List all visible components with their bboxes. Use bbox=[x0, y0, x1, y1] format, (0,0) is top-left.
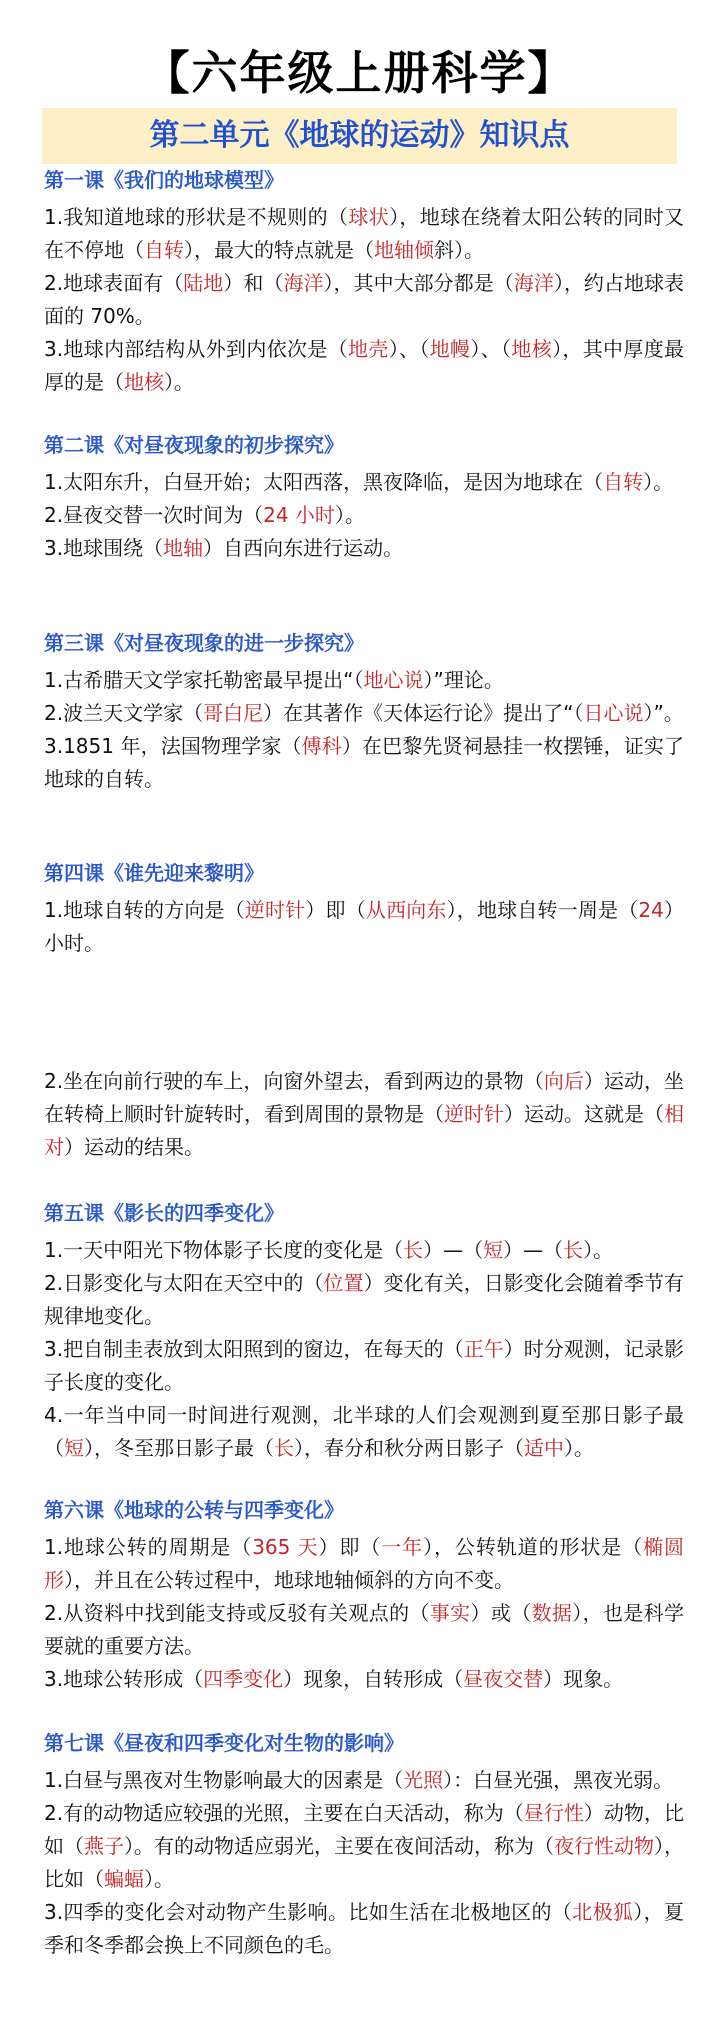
knowledge-point bbox=[44, 1531, 684, 1597]
knowledge-point bbox=[44, 664, 684, 697]
point-text: ）即（ bbox=[305, 898, 366, 922]
point-text: 1.太阳东升，白昼开始；太阳西落，黑夜降临，是因为地球在（ bbox=[44, 470, 604, 494]
point-text: ）现象。 bbox=[543, 1667, 624, 1691]
point-text: ）—（ bbox=[503, 1238, 564, 1262]
knowledge-point bbox=[44, 499, 684, 532]
point-text: 3.1851 年，法国物理学家（ bbox=[44, 734, 302, 758]
point-text: ）小时。 bbox=[44, 898, 685, 955]
lesson-section bbox=[44, 628, 684, 796]
point-text: 4.一年当中同一时间进行观测，北半球的人们会观测到夏至那日影子最（ bbox=[44, 1403, 684, 1460]
answer-text: 自转 bbox=[144, 238, 184, 262]
knowledge-point bbox=[44, 1065, 684, 1164]
point-text: ），也是科学要就的重要方法。 bbox=[44, 1601, 685, 1658]
lesson-section bbox=[44, 165, 684, 399]
point-text: ）时分观测，记录影子长度的变化。 bbox=[44, 1337, 684, 1394]
answer-text: 地轴 bbox=[163, 536, 204, 560]
lesson-items bbox=[44, 664, 684, 796]
point-text: 1.我知道地球的形状是不规则的（ bbox=[44, 205, 349, 229]
point-text: ）在巴黎先贤祠悬挂一枚摆锤，证实了地球的自转。 bbox=[44, 734, 685, 791]
point-text: 1.地球公转的周期是（ bbox=[44, 1535, 253, 1559]
lesson-items bbox=[44, 1531, 684, 1696]
answer-text: 逆时针 bbox=[244, 898, 306, 922]
knowledge-point bbox=[44, 1663, 684, 1696]
point-text: ）、（ bbox=[388, 337, 430, 361]
point-text: 1.一天中阳光下物体影子长度的变化是（ bbox=[44, 1238, 404, 1262]
answer-text: 傅科 bbox=[301, 734, 342, 758]
point-text: 3.地球内部结构从外到内依次是（ bbox=[44, 337, 349, 361]
point-text: ），最大的特点就是（ bbox=[184, 238, 374, 262]
point-text: 3.四季的变化会对动物产生影响。比如生活在北极地区的（ bbox=[44, 1900, 573, 1924]
point-text: ）运动，坐在转椅上顺时针旋转时，看到周围的景物是（ bbox=[44, 1069, 684, 1126]
answer-text: 短 bbox=[64, 1436, 84, 1460]
answer-text: 球状 bbox=[348, 205, 390, 229]
knowledge-point bbox=[44, 1234, 684, 1267]
answer-text: 相对 bbox=[44, 1102, 684, 1159]
lesson-section bbox=[44, 858, 684, 960]
lesson-section bbox=[44, 1495, 684, 1696]
answer-text: 光照 bbox=[403, 1768, 444, 1792]
lesson-items bbox=[44, 894, 684, 960]
lesson-items bbox=[44, 1234, 684, 1465]
answer-text: 北极狐 bbox=[572, 1900, 634, 1924]
knowledge-point bbox=[44, 1333, 684, 1399]
point-text: ）。 bbox=[144, 1867, 174, 1891]
point-text: ）动物，比如（ bbox=[44, 1801, 685, 1858]
point-text: ），夏季和冬季都会换上不同颜色的毛。 bbox=[44, 1900, 685, 1957]
point-text: 2.从资料中找到能支持或反驳有关观点的（ bbox=[44, 1601, 430, 1625]
answer-text: 一年 bbox=[381, 1535, 424, 1559]
answer-text: 事实 bbox=[429, 1601, 471, 1625]
answer-text: 地心说 bbox=[363, 668, 424, 692]
point-text: 2.坐在向前行驶的车上，向窗外望去，看到两边的景物（ bbox=[44, 1069, 544, 1093]
answer-text: 数据 bbox=[531, 1601, 573, 1625]
answer-text: 海洋 bbox=[513, 271, 554, 295]
answer-text: 短 bbox=[483, 1238, 504, 1262]
point-text: 2.有的动物适应较强的光照，主要在白天活动，称为（ bbox=[44, 1801, 524, 1825]
point-text: 2.地球表面有（ bbox=[44, 271, 184, 295]
point-text: ）。 bbox=[164, 370, 194, 394]
point-text: ）”。 bbox=[643, 701, 684, 725]
point-text: ）。 bbox=[643, 470, 674, 494]
lesson-items bbox=[44, 1764, 684, 1962]
unit-banner bbox=[42, 108, 677, 164]
point-text: 1.古希腊天文学家托勒密最早提出“（ bbox=[44, 668, 364, 692]
answer-text: 地轴倾 bbox=[374, 238, 434, 262]
answer-text: 位置 bbox=[323, 1271, 364, 1295]
point-text: ）自西向东进行运动。 bbox=[203, 536, 404, 560]
answer-text: 逆时针 bbox=[444, 1102, 504, 1126]
point-text: 2.昼夜交替一次时间为（ bbox=[44, 503, 264, 527]
knowledge-point bbox=[44, 201, 684, 267]
answer-text: 长 bbox=[403, 1238, 424, 1262]
point-text: 2.日影变化与太阳在天空中的（ bbox=[44, 1271, 324, 1295]
point-text: 1.白昼与黑夜对生物影响最大的因素是（ bbox=[44, 1768, 404, 1792]
knowledge-point bbox=[44, 697, 684, 730]
knowledge-point bbox=[44, 1399, 684, 1465]
knowledge-point bbox=[44, 1267, 684, 1333]
point-text: ）。 bbox=[583, 1238, 614, 1262]
lesson-items bbox=[44, 201, 684, 399]
lesson-title: 第七课《昼夜和四季变化对生物的影响》 bbox=[44, 1731, 404, 1755]
point-text: ）、（ bbox=[470, 337, 512, 361]
answer-text: 燕子 bbox=[84, 1834, 124, 1858]
answer-text: 自转 bbox=[603, 470, 644, 494]
answer-text: 地壳 bbox=[348, 337, 389, 361]
point-text: ）：白昼光强，黑夜光弱。 bbox=[443, 1768, 674, 1792]
lesson-items bbox=[44, 1065, 684, 1164]
point-text: 2.波兰天文学家（ bbox=[44, 701, 204, 725]
answer-text: 地核 bbox=[124, 370, 164, 394]
lesson-section bbox=[44, 1198, 684, 1465]
point-text: ）。 bbox=[334, 503, 365, 527]
point-text: ）变化有关，日影变化会随着季节有规律地变化。 bbox=[44, 1271, 685, 1328]
knowledge-point bbox=[44, 1597, 684, 1663]
knowledge-point bbox=[44, 1797, 684, 1896]
lesson-title: 第六课《地球的公转与四季变化》 bbox=[44, 1498, 344, 1522]
answer-text: 24 bbox=[638, 898, 664, 922]
knowledge-point bbox=[44, 894, 684, 960]
point-text: 3.把自制圭表放到太阳照到的窗边，在每天的（ bbox=[44, 1337, 464, 1361]
point-text: ）即（ bbox=[318, 1535, 382, 1559]
knowledge-point bbox=[44, 466, 684, 499]
knowledge-point bbox=[44, 730, 684, 796]
answer-text: 地核 bbox=[511, 337, 553, 361]
point-text: ），地球自转一周是（ bbox=[446, 898, 639, 922]
point-text: ），其中厚度最厚的是（ bbox=[44, 337, 685, 394]
point-text: ）。有的动物适应弱光，主要在夜间活动，称为（ bbox=[124, 1834, 554, 1858]
point-text: ），春分和秋分两日影子（ bbox=[294, 1436, 524, 1460]
point-text: ），比如（ bbox=[44, 1834, 684, 1891]
answer-text: 椭圆形 bbox=[44, 1535, 685, 1592]
lesson-title: 第一课《我们的地球模型》 bbox=[44, 168, 284, 192]
lesson-section bbox=[44, 1728, 684, 1962]
knowledge-point bbox=[44, 1764, 684, 1797]
point-text: ）在其著作《天体运行论》提出了“（ bbox=[263, 701, 584, 725]
answer-text: 陆地 bbox=[183, 271, 224, 295]
answer-text: 哥白尼 bbox=[203, 701, 264, 725]
lesson-title: 第五课《影长的四季变化》 bbox=[44, 1201, 284, 1225]
point-text: ），并且在公转过程中，地球地轴倾斜的方向不变。 bbox=[64, 1568, 514, 1592]
unit-title: 第二单元《地球的运动》知识点 bbox=[149, 118, 570, 153]
answer-text: 长 bbox=[563, 1238, 584, 1262]
point-text: 1.地球自转的方向是（ bbox=[44, 898, 245, 922]
answer-text: 海洋 bbox=[283, 271, 324, 295]
point-text: ），其中大部分都是（ bbox=[323, 271, 514, 295]
knowledge-point bbox=[44, 333, 684, 399]
answer-text: 昼夜交替 bbox=[463, 1667, 544, 1691]
point-text: 斜）。 bbox=[434, 238, 484, 262]
answer-text: 向后 bbox=[543, 1069, 584, 1093]
answer-text: 适中 bbox=[524, 1436, 564, 1460]
point-text: ），地球在绕着太阳公转的同时又在不停地（ bbox=[44, 205, 685, 262]
answer-text: 四季变化 bbox=[203, 1667, 284, 1691]
answer-text: 正午 bbox=[463, 1337, 504, 1361]
point-text: ）—（ bbox=[423, 1238, 484, 1262]
lesson-title: 第二课《对昼夜现象的初步探究》 bbox=[44, 433, 344, 457]
point-text: ），冬至那日影子最（ bbox=[84, 1436, 274, 1460]
lesson-title: 第三课《对昼夜现象的进一步探究》 bbox=[44, 631, 364, 655]
point-text: ）现象，自转形成（ bbox=[283, 1667, 464, 1691]
point-text: ）和（ bbox=[223, 271, 284, 295]
answer-text: 24 小时 bbox=[263, 503, 335, 527]
answer-text: 夜行性动物 bbox=[554, 1834, 654, 1858]
answer-text: 蝙蝠 bbox=[104, 1867, 144, 1891]
point-text: ）。 bbox=[564, 1436, 594, 1460]
point-text: ），公转轨道的形状是（ bbox=[423, 1535, 644, 1559]
point-text: 3.地球围绕（ bbox=[44, 536, 164, 560]
point-text: ），约占地球表面的 70%。 bbox=[44, 271, 685, 328]
lesson-section bbox=[44, 430, 684, 565]
point-text: ）运动的结果。 bbox=[64, 1135, 204, 1159]
answer-text: 地幔 bbox=[429, 337, 471, 361]
point-text: ）运动。这就是（ bbox=[504, 1102, 664, 1126]
answer-text: 从西向东 bbox=[365, 898, 447, 922]
lesson-items bbox=[44, 466, 684, 565]
point-text: ）或（ bbox=[470, 1601, 532, 1625]
answer-text: 日心说 bbox=[583, 701, 644, 725]
knowledge-point bbox=[44, 1896, 684, 1962]
point-text: ）”理论。 bbox=[423, 668, 504, 692]
knowledge-point bbox=[44, 267, 684, 333]
answer-text: 长 bbox=[274, 1436, 294, 1460]
lesson-title: 第四课《谁先迎来黎明》 bbox=[44, 861, 264, 885]
lesson-section-continued bbox=[44, 1065, 684, 1164]
page-title: 【六年级上册科学】 bbox=[143, 46, 576, 100]
answer-text: 昼行性 bbox=[523, 1801, 584, 1825]
point-text: 3.地球公转形成（ bbox=[44, 1667, 204, 1691]
knowledge-point bbox=[44, 532, 684, 565]
answer-text: 365 天 bbox=[252, 1535, 319, 1559]
